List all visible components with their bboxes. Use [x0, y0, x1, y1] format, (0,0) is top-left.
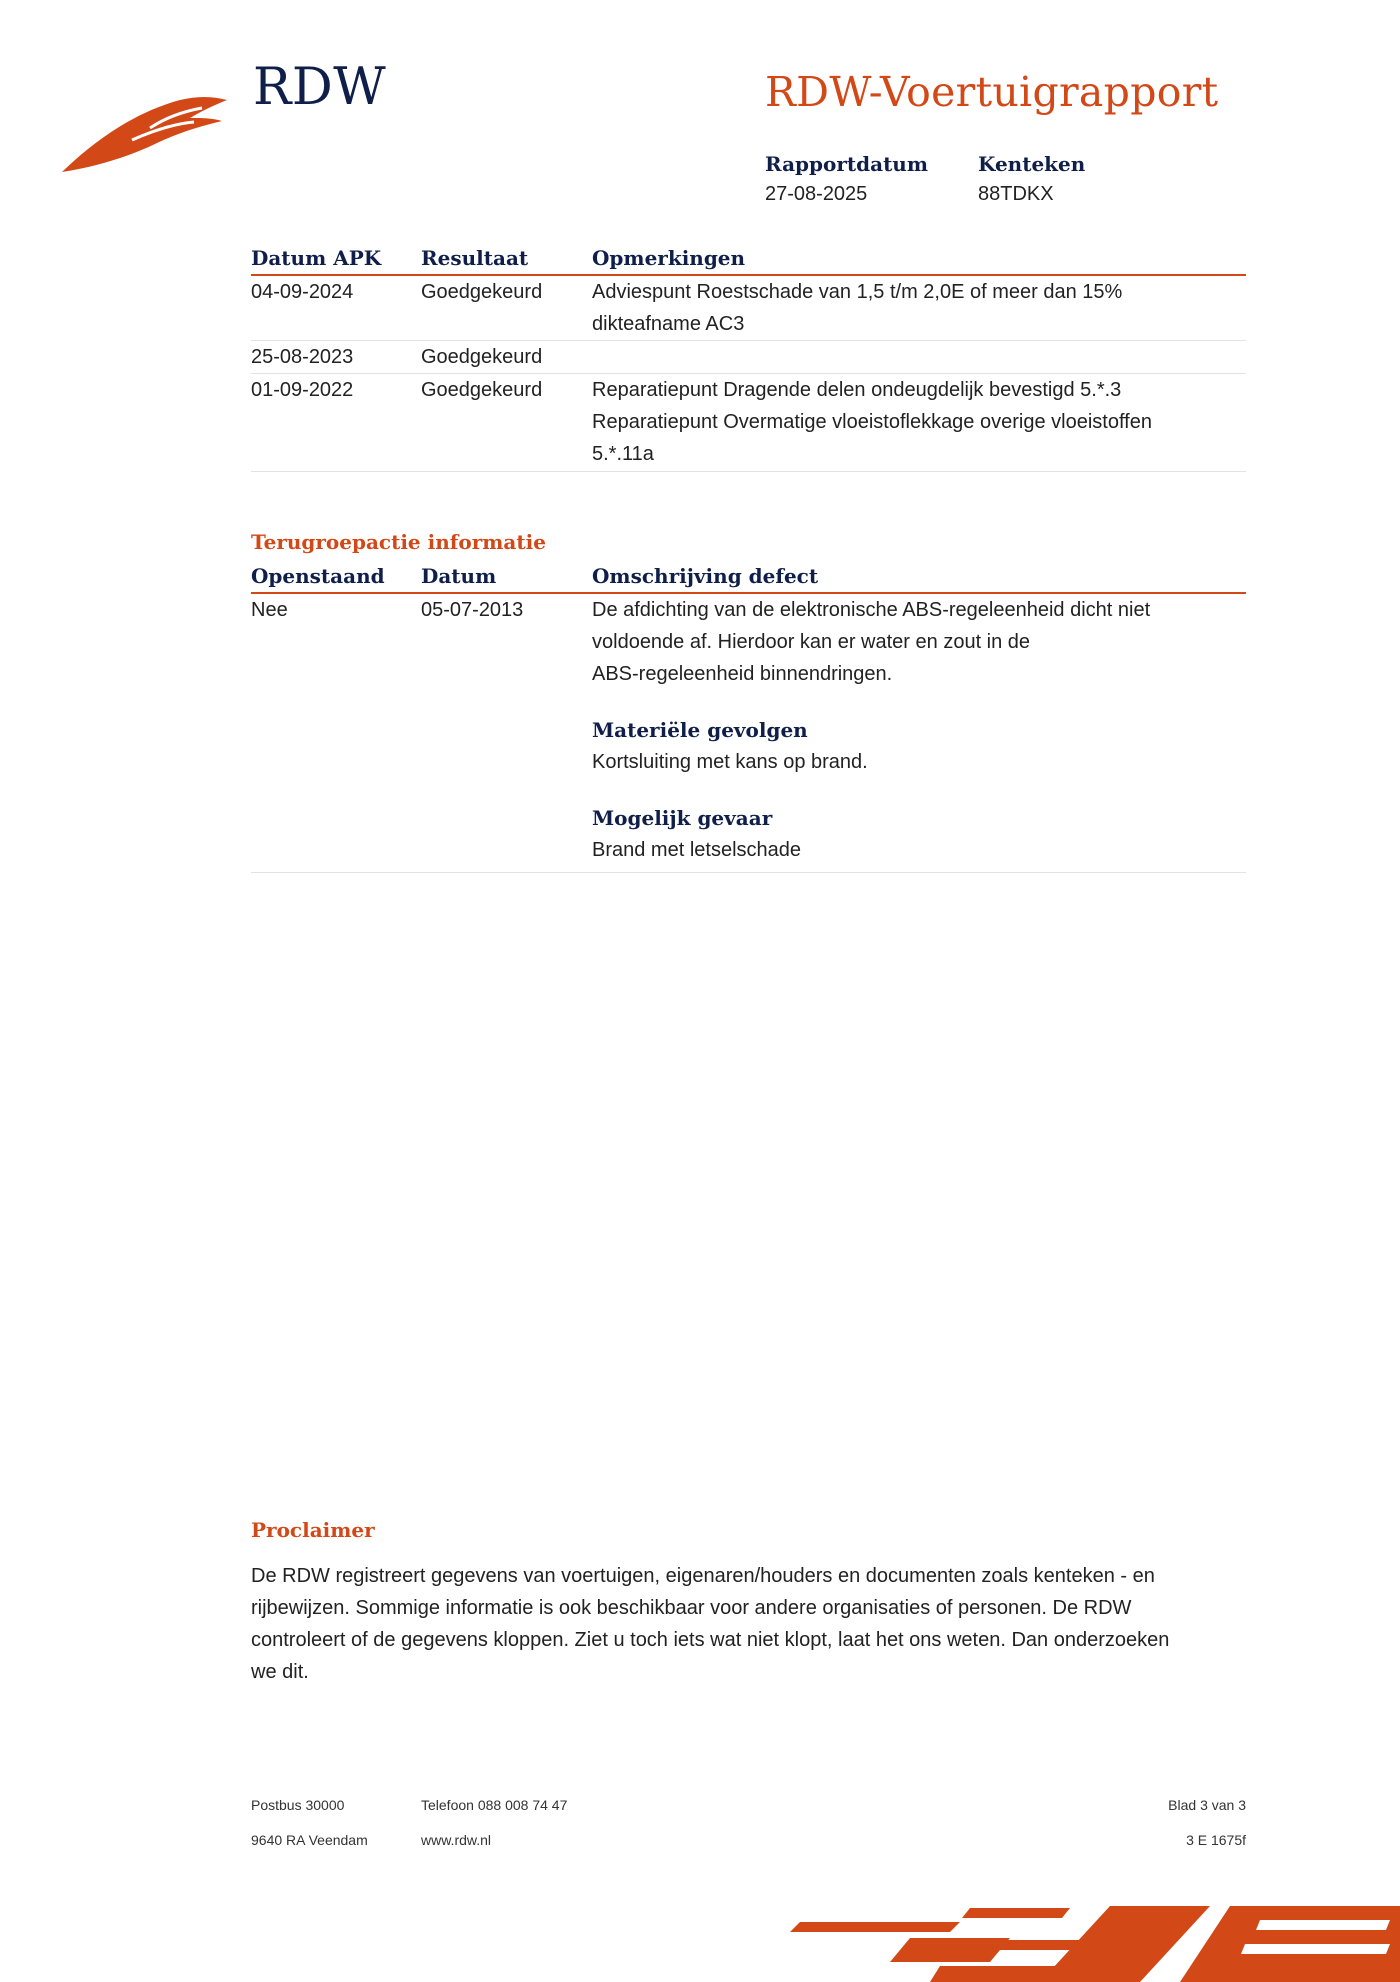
header-resultaat: Resultaat — [421, 246, 529, 270]
recall-openstaand: Nee — [251, 599, 288, 621]
header-datum: Datum — [421, 564, 497, 588]
header-datum-apk: Datum APK — [251, 246, 382, 270]
recall-section-title: Terugroepactie informatie — [251, 530, 546, 554]
proclaimer-line: De RDW registreert gegevens van voertuigen, eigenaren/houders en documenten zoals kenteken - en — [251, 1565, 1155, 1587]
kenteken-label: Kenteken — [978, 152, 1086, 176]
footer-telefoon: Telefoon 088 008 74 47 — [421, 1797, 568, 1813]
header-openstaand: Openstaand — [251, 564, 385, 588]
opmerking-line: Adviespunt Roestschade van 1,5 t/m 2,0E of meer dan 15% — [592, 281, 1123, 303]
opmerking-line: Reparatiepunt Dragende delen ondeugdelijk bevestigd 5.*.3 — [592, 379, 1122, 401]
footer-document-code: 3 E 1675f — [1186, 1832, 1246, 1848]
apk-datum: 04-09-2024 — [251, 281, 354, 303]
gevaar-label: Mogelijk gevaar — [592, 806, 773, 830]
recall-table-header — [251, 564, 1246, 594]
logo-text: RDW — [253, 58, 387, 117]
document-title: RDW-Voertuigrapport — [765, 68, 1219, 116]
gevolgen-text: Kortsluiting met kans op brand. — [592, 751, 868, 773]
omschrijving-line: De afdichting van de elektronische ABS-regeleenheid dicht niet — [592, 599, 1151, 621]
rapportdatum-value: 27-08-2025 — [765, 183, 868, 205]
omschrijving-line: ABS-regeleenheid binnendringen. — [592, 663, 893, 685]
apk-resultaat: Goedgekeurd — [421, 346, 543, 368]
header-opmerkingen: Opmerkingen — [592, 246, 746, 270]
table-row — [251, 594, 1246, 873]
apk-resultaat: Goedgekeurd — [421, 379, 543, 401]
recall-omschrijving — [592, 594, 1246, 866]
proclaimer-line: rijbewijzen. Sommige informatie is ook beschikbaar voor andere organisaties of personen. De RDW — [251, 1597, 1132, 1619]
opmerking-line: dikteafname AC3 — [592, 313, 745, 335]
proclaimer-line: controleert of de gegevens kloppen. Ziet u toch iets wat niet klopt, laat het ons weten. Dan onderzoeken — [251, 1629, 1170, 1651]
rdw-logo-icon — [62, 88, 230, 178]
apk-datum: 01-09-2022 — [251, 379, 354, 401]
footer-website[interactable]: www.rdw.nl — [421, 1832, 492, 1848]
opmerking-line: Reparatiepunt Overmatige vloeistoflekkage overige vloeistoffen — [592, 411, 1152, 433]
footer-city: 9640 RA Veendam — [251, 1832, 368, 1848]
proclaimer-line: we dit. — [251, 1661, 309, 1683]
recall-table — [251, 564, 1246, 873]
recall-datum: 05-07-2013 — [421, 599, 524, 621]
gevolgen-label: Materiële gevolgen — [592, 718, 808, 742]
opmerking-line: 5.*.11a — [592, 443, 654, 465]
omschrijving-line: voldoende af. Hierdoor kan er water en zout in de — [592, 631, 1031, 653]
apk-resultaat: Goedgekeurd — [421, 281, 543, 303]
gevaar-text: Brand met letselschade — [592, 839, 802, 861]
footer-page-number: Blad 3 van 3 — [1168, 1797, 1246, 1813]
apk-table — [251, 246, 1246, 472]
rdw-stripes-icon — [790, 1900, 1400, 1982]
kenteken-value: 88TDKX — [978, 183, 1054, 205]
header-omschrijving: Omschrijving defect — [592, 564, 819, 588]
table-row — [251, 341, 1246, 374]
apk-table-header — [251, 246, 1246, 276]
proclaimer-title: Proclaimer — [251, 1518, 375, 1542]
footer-postbus: Postbus 30000 — [251, 1797, 345, 1813]
table-row — [251, 276, 1246, 341]
rapportdatum-label: Rapportdatum — [765, 152, 929, 176]
apk-opmerkingen — [592, 374, 1152, 470]
table-row — [251, 374, 1246, 472]
apk-datum: 25-08-2023 — [251, 346, 354, 368]
proclaimer-text — [251, 1560, 1241, 1688]
apk-opmerkingen — [592, 276, 1122, 340]
